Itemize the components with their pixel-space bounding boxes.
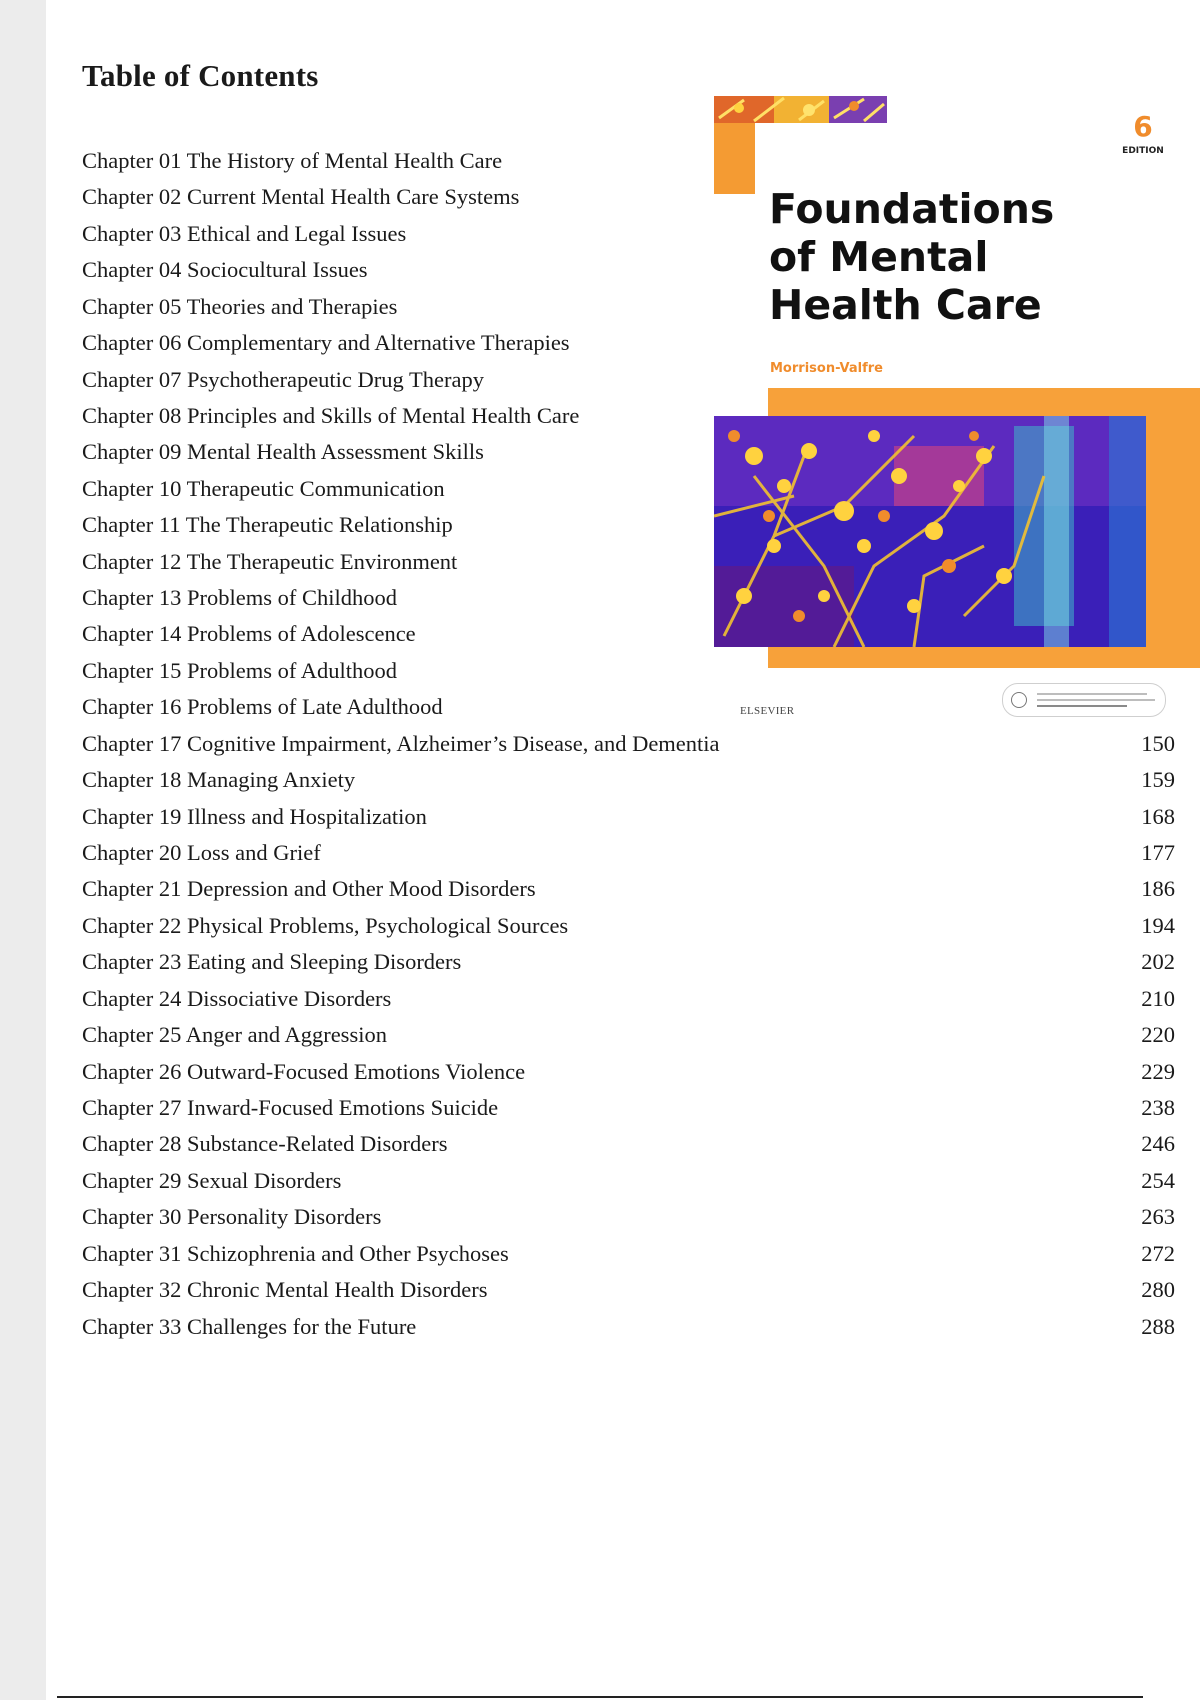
toc-entry-label: Chapter 15 Problems of Adulthood bbox=[82, 657, 397, 683]
toc-entry[interactable] bbox=[82, 1126, 1175, 1162]
toc-entry[interactable] bbox=[82, 835, 1175, 871]
cover-title-line: Foundations bbox=[769, 185, 1055, 233]
toc-entry-page: 202 bbox=[1141, 949, 1175, 975]
toc-entry-label: Chapter 25 Anger and Aggression bbox=[82, 1022, 387, 1048]
cover-publisher: ELSEVIER bbox=[740, 705, 795, 717]
toc-entry-label: Chapter 22 Physical Problems, Psychological Sources bbox=[82, 912, 569, 938]
toc-entry-label: Chapter 21 Depression and Other Mood Disorders bbox=[82, 876, 536, 902]
toc-entry[interactable] bbox=[82, 944, 1175, 980]
book-cover bbox=[714, 93, 1200, 718]
toc-entry[interactable] bbox=[82, 726, 1175, 762]
toc-entry[interactable] bbox=[82, 1054, 1175, 1090]
toc-entry-label: Chapter 28 Substance-Related Disorders bbox=[82, 1131, 448, 1157]
cover-top-art-strip bbox=[714, 96, 887, 123]
toc-entry-label: Chapter 12 The Therapeutic Environment bbox=[82, 548, 458, 574]
toc-entry[interactable] bbox=[82, 1017, 1175, 1053]
toc-entry-label: Chapter 13 Problems of Childhood bbox=[82, 585, 397, 611]
evolve-fine-print bbox=[1037, 705, 1127, 707]
toc-entry-label: Chapter 04 Sociocultural Issues bbox=[82, 257, 368, 283]
toc-entry[interactable] bbox=[82, 1309, 1175, 1345]
toc-entry-label: Chapter 05 Theories and Therapies bbox=[82, 293, 398, 319]
toc-entry-page: 229 bbox=[1141, 1058, 1175, 1084]
toc-entry-label: Chapter 11 The Therapeutic Relationship bbox=[82, 512, 453, 538]
edition-label: EDITION bbox=[1122, 146, 1164, 156]
toc-entry-page: 280 bbox=[1141, 1277, 1175, 1303]
evolve-logo-icon bbox=[1011, 692, 1027, 708]
cover-artwork bbox=[714, 416, 1146, 647]
cover-title-line: Health Care bbox=[769, 281, 1042, 329]
toc-entry-label: Chapter 20 Loss and Grief bbox=[82, 840, 321, 866]
toc-entry[interactable] bbox=[82, 1236, 1175, 1272]
toc-entry-page: 238 bbox=[1141, 1094, 1175, 1120]
toc-entry-label: Chapter 06 Complementary and Alternative Therapies bbox=[82, 330, 570, 356]
toc-entry-label: Chapter 10 Therapeutic Communication bbox=[82, 475, 445, 501]
toc-entry-page: 210 bbox=[1141, 985, 1175, 1011]
toc-entry-label: Chapter 01 The History of Mental Health Care bbox=[82, 148, 503, 173]
toc-entry-page: 168 bbox=[1141, 803, 1175, 829]
toc-heading: Table of Contents bbox=[82, 58, 319, 93]
toc-entry-page: 177 bbox=[1141, 840, 1175, 866]
toc-entry[interactable] bbox=[82, 981, 1175, 1017]
toc-entry[interactable] bbox=[82, 799, 1175, 835]
evolve-badge bbox=[1002, 683, 1166, 717]
toc-entry-page: 194 bbox=[1141, 912, 1175, 938]
evolve-fine-print bbox=[1037, 699, 1155, 701]
toc-entry-page: 186 bbox=[1141, 876, 1175, 902]
cover-orange-accent bbox=[714, 123, 755, 194]
toc-entry[interactable] bbox=[82, 1272, 1175, 1308]
toc-entry-label: Chapter 29 Sexual Disorders bbox=[82, 1167, 342, 1193]
toc-entry-label: Chapter 08 Principles and Skills of Mental Health Care bbox=[82, 402, 580, 428]
toc-entry[interactable] bbox=[82, 1090, 1175, 1126]
toc-entry[interactable] bbox=[82, 908, 1175, 944]
toc-entry[interactable] bbox=[82, 762, 1175, 798]
toc-entry-page: 254 bbox=[1141, 1167, 1175, 1193]
cover-author: Morrison-Valfre bbox=[770, 361, 883, 376]
toc-entry-label: Chapter 19 Illness and Hospitalization bbox=[82, 803, 427, 829]
toc-entry-label: Chapter 30 Personality Disorders bbox=[82, 1204, 382, 1230]
toc-entry-label: Chapter 14 Problems of Adolescence bbox=[82, 621, 416, 647]
bottom-rule bbox=[57, 1696, 1143, 1698]
toc-entry-page: 288 bbox=[1141, 1313, 1175, 1339]
toc-entry-page: 246 bbox=[1141, 1131, 1175, 1157]
toc-entry-page: 159 bbox=[1141, 767, 1175, 793]
edition-number: 6 bbox=[1133, 110, 1153, 143]
toc-entry-label: Chapter 24 Dissociative Disorders bbox=[82, 985, 392, 1011]
toc-entry[interactable] bbox=[82, 1163, 1175, 1199]
toc-entry-label: Chapter 02 Current Mental Health Care Systems bbox=[82, 184, 520, 210]
toc-entry[interactable] bbox=[82, 1199, 1175, 1235]
toc-entry-label: Chapter 27 Inward-Focused Emotions Suicide bbox=[82, 1094, 499, 1120]
toc-entry-label: Chapter 07 Psychotherapeutic Drug Therapy bbox=[82, 366, 484, 392]
toc-entry-label: Chapter 23 Eating and Sleeping Disorders bbox=[82, 949, 462, 975]
cover-title-line: of Mental bbox=[769, 233, 989, 281]
toc-entry[interactable] bbox=[82, 871, 1175, 907]
toc-entry-label: Chapter 31 Schizophrenia and Other Psychoses bbox=[82, 1240, 509, 1266]
toc-entry-page: 220 bbox=[1141, 1022, 1175, 1048]
evolve-fine-print bbox=[1037, 693, 1147, 695]
toc-entry-label: Chapter 18 Managing Anxiety bbox=[82, 767, 356, 793]
cover-title bbox=[769, 185, 1069, 329]
toc-entry-label: Chapter 33 Challenges for the Future bbox=[82, 1313, 417, 1339]
toc-entry-label: Chapter 16 Problems of Late Adulthood bbox=[82, 694, 443, 720]
toc-entry-page: 272 bbox=[1141, 1240, 1175, 1266]
toc-entry-label: Chapter 17 Cognitive Impairment, Alzheimer’s Disease, and Dementia bbox=[82, 730, 720, 756]
toc-entry-label: Chapter 26 Outward-Focused Emotions Violence bbox=[82, 1058, 526, 1084]
toc-entry-page: 263 bbox=[1141, 1204, 1175, 1230]
toc-entry-page: 150 bbox=[1141, 730, 1175, 756]
toc-entry-label: Chapter 03 Ethical and Legal Issues bbox=[82, 220, 407, 246]
toc-entry-label: Chapter 09 Mental Health Assessment Skills bbox=[82, 439, 484, 465]
toc-entry-label: Chapter 32 Chronic Mental Health Disorders bbox=[82, 1277, 488, 1303]
